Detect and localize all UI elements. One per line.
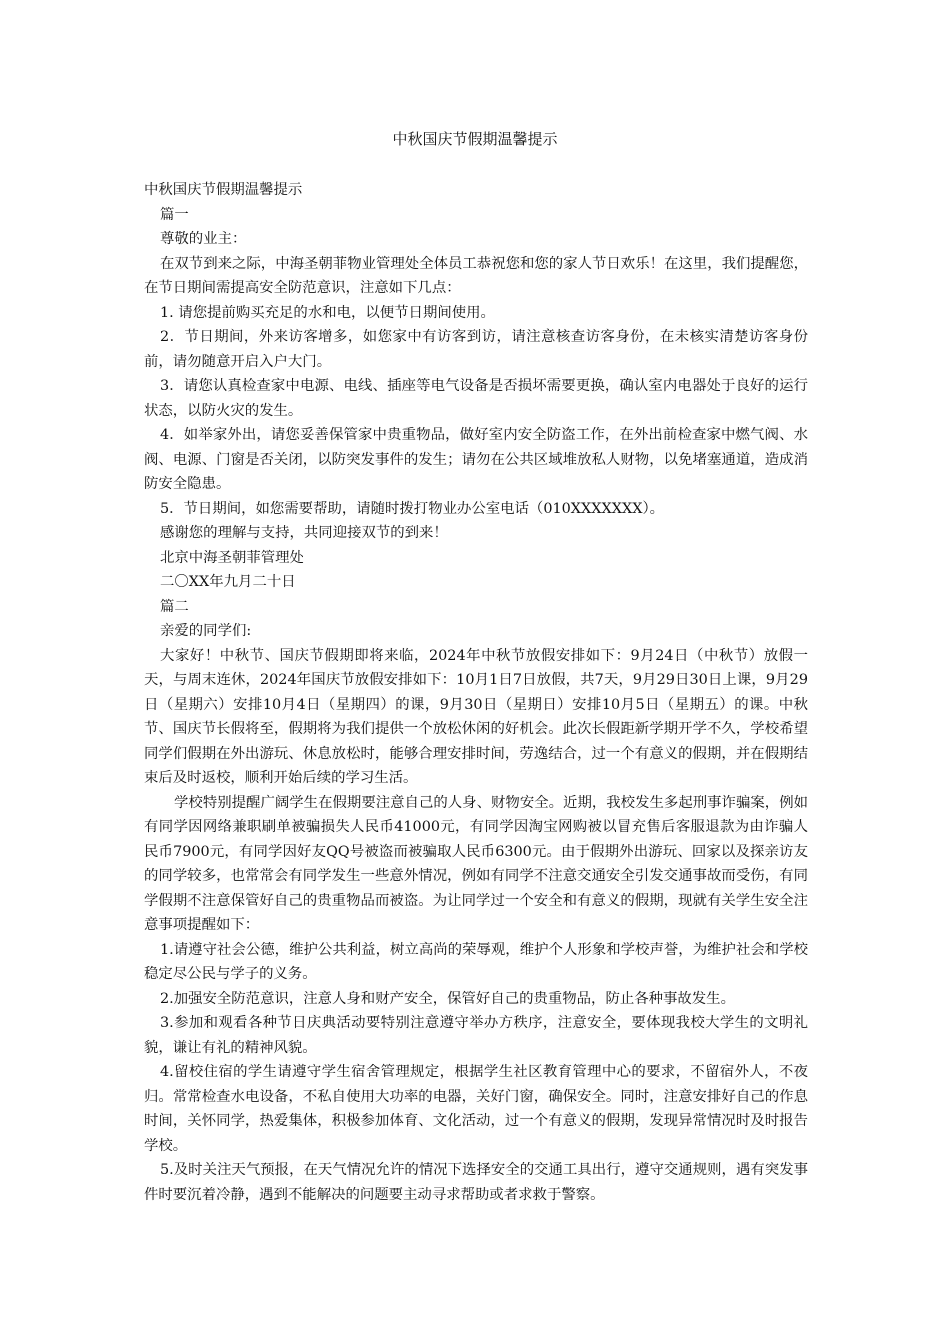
- part2-paragraph: 学校特别提醒广阔学生在假期要注意自己的人身、财物安全。近期，我校发生多起刑事诈骗案，例如有同学因网络兼职刷单被骗损失人民币41000元，有同学因淘宝网购被以冒充售后客服退款为由诈骗人民币7900元，有同学因好友QQ号被盗而被骗取人民币6300元。由于假期外出游玩、回家以及探亲访友的同学较多，也常常会有同学发生一些意外情况，例如有同学不注意交通安全引发交通事故而受伤，有同学假期不注意保管好自己的贵重物品而被盗。为让同学过一个安全和有意义的假期，现就有关学生安全注意事项提醒如下：: [144, 794, 808, 933]
- part2-paragraph: 大家好！中秋节、国庆节假期即将来临，2024年中秋节放假安排如下：9月24日（中秋节）放假一天，与周末连休，2024年国庆节放假安排如下：10月1日7日放假，共7天，9月29日30日上课，9月29日（星期六）安排10月4日（星期四）的课，9月30日（星期日）安排10月5日（星期五）的课。中秋节、国庆节长假将至，假期将为我们提供一个放松休闲的好机会。此次长假距新学期开学不久，学校希望同学们假期在外出游玩、休息放松时，能够合理安排时间，劳逸结合，过一个有意义的假期，并在假期结束后及时返校，顺利开始后续的学习生活。: [144, 647, 808, 786]
- part1-signature: 北京中海圣朝菲管理处: [160, 549, 304, 566]
- part1-item: 2．节日期间，外来访客增多，如您家中有访客到访，请注意核查访客身份，在未核实清楚访客身份前，请勿随意开启入户大门。: [144, 329, 808, 370]
- part2-salutation: 亲爱的同学们:: [160, 623, 252, 639]
- part2-item: 3.参加和观看各种节日庆典活动要特别注意遵守举办方秩序，注意安全，要体现我校大学生的文明礼貌，谦让有礼的精神风貌。: [144, 1015, 808, 1056]
- part1-item: 5．节日期间，如您需要帮助，请随时拨打物业办公室电话（010XXXXXXX）。: [160, 500, 665, 517]
- document-body: [144, 178, 808, 1207]
- part1-intro: 在双节到来之际，中海圣朝菲物业管理处全体员工恭祝您和您的家人节日欢乐！在这里，我们提醒您，在节日期间需提高安全防范意识，注意如下几点：: [144, 255, 808, 296]
- page-title: 中秋国庆节假期温馨提示: [392, 130, 558, 148]
- part1-thanks: 感谢您的理解与支持，共同迎接双节的到来！: [160, 525, 448, 541]
- part2-item: 4.留校住宿的学生请遵守学生宿舍管理规定，根据学生社区教育管理中心的要求，不留宿外人，不夜归。常常检查水电设备，不私自使用大功率的电器，关好门窗，确保安全。同时，注意安排好自己的作息时间，关怀同学，热爱集体，积极参加体育、文化活动，过一个有意义的假期，发现异常情况时及时报告学校。: [144, 1064, 808, 1154]
- part2-item: 5.及时关注天气预报，在天气情况允许的情况下选择安全的交通工具出行，遵守交通规则，遇有突发事件时要沉着冷静，遇到不能解决的问题要主动寻求帮助或者求救于警察。: [144, 1162, 808, 1203]
- part1-date: 二〇XX年九月二十日: [160, 574, 296, 590]
- part1-item: 1. 请您提前购买充足的水和电，以便节日期间使用。: [160, 304, 495, 321]
- part1-salutation: 尊敬的业主：: [160, 231, 247, 247]
- part1-item: 4．如举家外出，请您妥善保管家中贵重物品，做好室内安全防盗工作，在外出前检查家中燃气阀、水阀、电源、门窗是否关闭，以防突发事件的发生；请勿在公共区域堆放私人财物，以免堵塞通道，造成消防安全隐患。: [144, 427, 808, 492]
- part1-item: 3．请您认真检查家中电源、电线、插座等电气设备是否损坏需要更换，确认室内电器处于良好的运行状态，以防火灾的发生。: [144, 378, 808, 419]
- part2-item: 2.加强安全防范意识，注意人身和财产安全，保管好自己的贵重物品，防止各种事故发生。: [160, 990, 735, 1007]
- document-subtitle: 中秋国庆节假期温馨提示: [144, 182, 303, 198]
- part1-heading: 篇一: [160, 206, 189, 223]
- part2-item: 1.请遵守社会公德，维护公共利益，树立高尚的荣辱观，维护个人形象和学校声誉，为维护社会和学校稳定尽公民与学子的义务。: [144, 941, 808, 982]
- part2-heading: 篇二: [160, 598, 189, 615]
